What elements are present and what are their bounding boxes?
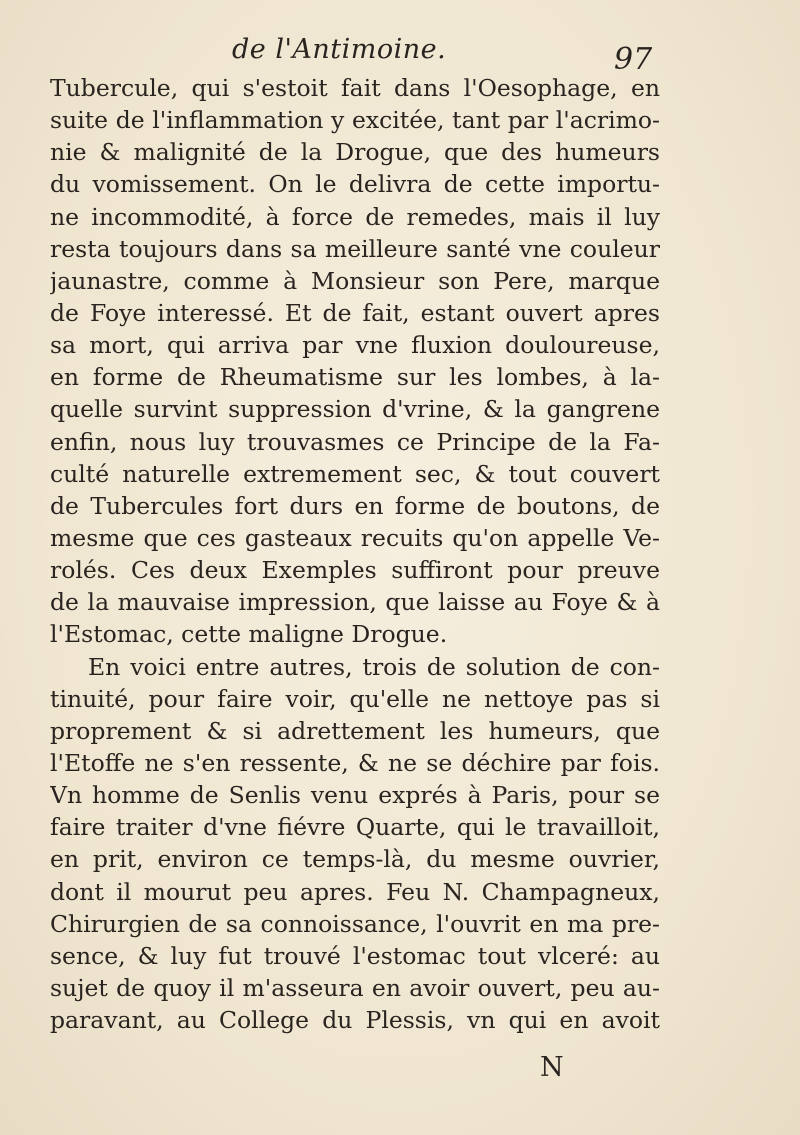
page-number: 97 [614, 42, 653, 77]
text-line: paravant, au College du Plessis, vn qui en avoit [50, 1006, 660, 1035]
text-line: Vn homme de Senlis venu exprés à Paris, pour se [50, 781, 660, 810]
text-line: rolés. Ces deux Exemples suffiront pour preuve [50, 556, 660, 585]
text-line: l'Etoffe ne s'en ressente, & ne se déchire par fois. [50, 748, 660, 777]
text-line: faire traiter d'vne fiévre Quarte, qui le travailloit, [50, 813, 660, 842]
text-line: enfin, nous luy trouvasmes ce Principe de la Fa- [50, 427, 660, 456]
text-line: de la mauvaise impression, que laisse au Foye & à [50, 588, 660, 617]
text-line: Chirurgien de sa connoissance, l'ouvrit en ma pre- [50, 909, 660, 938]
text-line: Tubercule, qui s'estoit fait dans l'Oesophage, en [50, 74, 660, 102]
running-head [0, 22, 800, 77]
text-line: proprement & si adrettement les humeurs, que [50, 716, 660, 745]
text-line: sa mort, qui arriva par vne fluxion douloureuse, [50, 331, 660, 360]
text-line: dont il mourut peu apres. Feu N. Champagneux, [50, 877, 660, 906]
text-line: de Foye interessé. Et de fait, estant ouvert apres [50, 298, 660, 327]
text-line: culté naturelle extremement sec, & tout couvert [50, 459, 660, 488]
text-line: du vomissement. On le delivra de cette importu- [50, 170, 660, 199]
paragraph-last-line: l'Estomac, cette maligne Drogue. [50, 620, 448, 649]
text-line: tinuité, pour faire voir, qu'elle ne nettoye pas si [50, 684, 660, 713]
body-text [50, 72, 660, 1036]
text-line: de Tubercules fort durs en forme de boutons, de [50, 491, 660, 520]
text-line: quelle survint suppression d'vrine, & la gangrene [50, 395, 660, 424]
paragraph-first-line: En voici entre autres, trois de solution de con- [88, 652, 660, 681]
catchword: N [540, 1052, 564, 1083]
text-line: nie & malignité de la Drogue, que des humeurs [50, 138, 660, 167]
text-line: en forme de Rheumatisme sur les lombes, à la- [50, 363, 660, 392]
text-line: sujet de quoy il m'asseura en avoir ouvert, peu au- [50, 973, 660, 1002]
text-line: suite de l'inflammation y excitée, tant par l'acrimo- [50, 106, 660, 135]
text-line: ne incommodité, à force de remedes, mais il luy [50, 202, 660, 231]
text-line: en prit, environ ce temps-là, du mesme ouvrier, [50, 845, 660, 874]
text-line: jaunastre, comme à Monsieur son Pere, marque [50, 266, 660, 295]
text-line: sence, & luy fut trouvé l'estomac tout vlceré: au [50, 941, 660, 970]
text-line: resta toujours dans sa meilleure santé vne couleur [50, 234, 660, 263]
text-line: mesme que ces gasteaux recuits qu'on appelle Ve- [50, 523, 660, 552]
running-title: de l'Antimoine. [232, 34, 447, 65]
